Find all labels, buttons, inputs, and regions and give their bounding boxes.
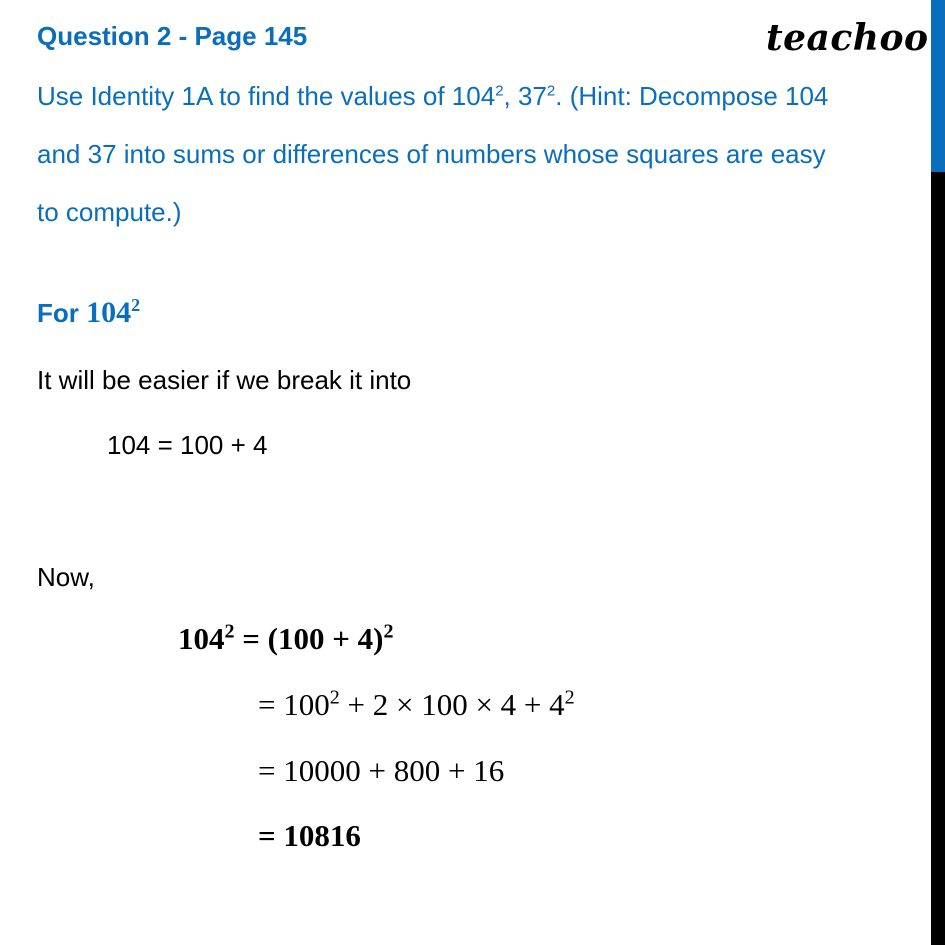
- question-text-line-3: to compute.): [37, 197, 182, 227]
- heading-label: For: [37, 298, 87, 328]
- equation-step-3: = 10000 + 800 + 16: [258, 753, 505, 788]
- heading-math: [86, 296, 140, 329]
- question-text: Use Identity 1A to find the values of 104: [37, 81, 496, 111]
- intro-text: It will be easier if we break it into: [37, 365, 412, 395]
- question-text: . (Hint: Decompose 104: [555, 81, 829, 111]
- eq-exponent: 2: [564, 686, 575, 709]
- teachoo-logo: teachoo: [766, 17, 929, 59]
- question-text-line-1: [37, 81, 828, 112]
- eq-exponent: 2: [329, 686, 340, 709]
- eq-part: + 2 × 100 × 4 + 4: [339, 687, 565, 722]
- eq-rhs: = (100 + 4): [242, 621, 384, 656]
- equation-step-1: [178, 621, 393, 657]
- eq-exponent: 2: [383, 620, 394, 643]
- heading-base: 104: [86, 296, 132, 329]
- eq-exponent: 2: [224, 620, 235, 643]
- question-title: Question 2 - Page 145: [37, 21, 308, 51]
- superscript: 2: [495, 82, 504, 100]
- right-edge-accent: [931, 0, 945, 172]
- decomposition-text: 104 = 100 + 4: [107, 430, 268, 460]
- equation-step-2: [258, 687, 575, 723]
- now-text: Now,: [37, 562, 95, 592]
- eq-lhs: 104: [178, 621, 225, 656]
- heading-exponent: 2: [131, 295, 141, 315]
- equation-result: = 10816: [258, 818, 361, 853]
- section-heading: [37, 296, 140, 330]
- question-text-line-2: and 37 into sums or differences of numbers whose squares are easy: [37, 139, 826, 169]
- right-edge-bar: [931, 0, 945, 945]
- eq-part: = 100: [258, 687, 330, 722]
- superscript: 2: [546, 82, 556, 100]
- question-text: , 37: [503, 81, 547, 111]
